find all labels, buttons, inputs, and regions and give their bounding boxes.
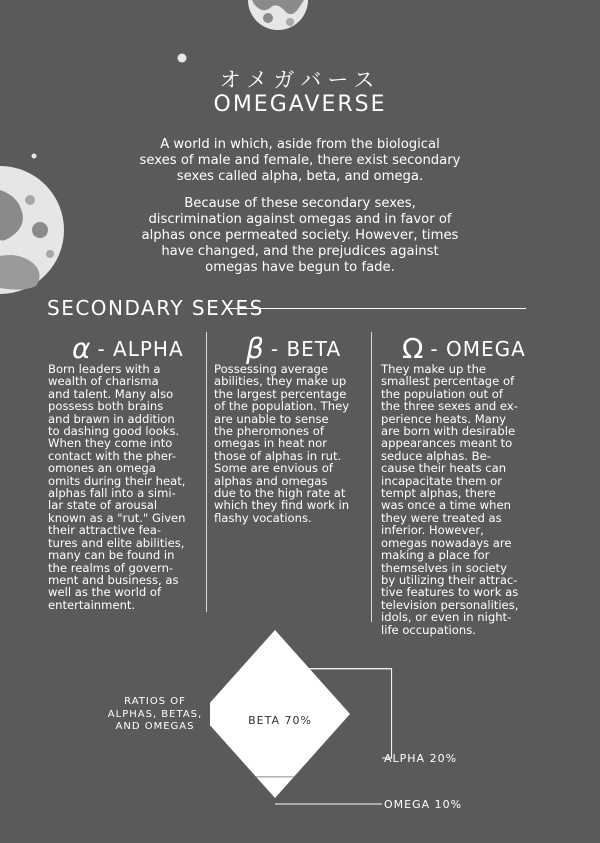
description-line: alphas fall into a simi- <box>48 486 176 501</box>
omega-title: - OMEGA <box>430 337 526 361</box>
description-line: they were treated as <box>381 510 502 525</box>
description-line: possess both brains <box>48 399 164 414</box>
description-line: are born with desirable <box>381 424 516 439</box>
description-line: flashy vocations. <box>214 510 312 525</box>
description-line: smallest percentage of <box>381 374 515 389</box>
description-line: was once a time when <box>381 498 511 513</box>
intro-line: discrimination against omegas and in favor of <box>148 212 452 227</box>
description-line: entertainment. <box>48 597 136 612</box>
description-line: perience heats. Many <box>381 411 507 426</box>
description-line: life occupations. <box>381 622 476 637</box>
description-line: Some are envious of <box>214 461 333 476</box>
beta-ratio-label: BETA 70% <box>248 714 312 727</box>
description-line: which they find work in <box>214 498 350 513</box>
ratio-caption-line: AND OMEGAS <box>115 721 195 732</box>
description-line: the population out of <box>381 386 503 401</box>
description-line: tures and elite abilities, <box>48 535 185 550</box>
beta-description <box>214 363 370 524</box>
description-line: television personalities, <box>381 597 519 612</box>
description-line: alphas and omegas <box>214 473 328 488</box>
description-line: When they come into <box>48 436 173 451</box>
description-line: well as the world of <box>48 585 162 600</box>
description-line: appearances meant to <box>381 436 513 451</box>
beta-symbol: β <box>246 332 265 365</box>
description-line: omits during their heat, <box>48 473 186 488</box>
omega-heading <box>402 332 526 365</box>
description-line: omegas in heat nor <box>214 436 327 451</box>
description-line: of the population. They <box>214 399 350 414</box>
description-line: the pheromones of <box>214 424 324 439</box>
description-line: Born leaders with a <box>48 362 161 376</box>
decorative-planet-left <box>0 160 70 300</box>
description-line: the largest percentage <box>214 386 347 401</box>
description-line: to dashing good looks. <box>48 424 180 439</box>
description-line: known as a "rut." Given <box>48 510 186 525</box>
description-line: omegas nowadays are <box>381 535 512 550</box>
description-line: ment and business, as <box>48 572 179 587</box>
description-line: making a place for <box>381 548 490 563</box>
omega-symbol: Ω <box>402 332 425 365</box>
title-english: OMEGAVERSE <box>213 92 387 117</box>
alpha-symbol: α <box>72 332 92 365</box>
ratio-caption-line: ALPHAS, BETAS, <box>107 708 203 720</box>
intro-line: omegas have begun to fade. <box>205 260 395 275</box>
ratio-caption <box>100 696 210 734</box>
column-divider-1 <box>206 332 207 612</box>
description-line: cause their heats can <box>381 461 507 476</box>
description-line: tempt alphas, there <box>381 486 496 501</box>
intro-line: Because of these secondary sexes, <box>184 196 416 211</box>
section-heading: SECONDARY SEXES <box>47 296 264 320</box>
intro-line: sexes of male and female, there exist secondary <box>139 153 461 168</box>
column-divider-2 <box>371 332 372 622</box>
intro-line: alphas once permeated society. However, times <box>141 228 459 243</box>
description-line: contact with the pher- <box>48 448 177 463</box>
description-line: They make up the <box>381 362 487 376</box>
title-japanese: オメガバース <box>219 68 381 92</box>
omega-ratio-label: OMEGA 10% <box>384 798 463 811</box>
intro-line: sexes called alpha, beta, and omega. <box>176 169 424 184</box>
decorative-dot-small <box>176 52 188 64</box>
ratio-caption-line: RATIOS OF <box>124 696 186 707</box>
description-line: many can be found in <box>48 548 175 563</box>
description-line: idols, or even in night- <box>381 610 512 625</box>
description-line: wealth of charisma <box>48 374 159 389</box>
description-line: by utilizing their attrac- <box>381 572 518 587</box>
description-line: lar state of arousal <box>48 498 158 513</box>
beta-heading <box>246 332 341 365</box>
description-line: incapacitate them or <box>381 473 502 488</box>
section-rule <box>226 308 526 309</box>
description-line: tive features to work as <box>381 585 519 600</box>
decorative-dot-tiny <box>30 152 38 160</box>
description-line: their attractive fea- <box>48 523 162 538</box>
intro-paragraph-1 <box>95 137 505 185</box>
description-line: those of alphas in rut. <box>214 448 342 463</box>
description-line: themselves in society <box>381 560 507 575</box>
description-line: seduce alphas. Be- <box>381 448 491 463</box>
description-line: Possessing average <box>214 362 329 376</box>
description-line: abilities, they make up <box>214 374 347 389</box>
description-line: due to the high rate at <box>214 486 346 501</box>
description-line: are unable to sense <box>214 411 329 426</box>
description-line: the realms of govern- <box>48 560 174 575</box>
intro-line: A world in which, aside from the biological <box>160 137 440 152</box>
description-line: omones an omega <box>48 461 156 476</box>
beta-title: - BETA <box>270 337 342 361</box>
description-line: inferior. However, <box>381 523 484 538</box>
description-line: the three sexes and ex- <box>381 399 518 414</box>
decorative-planet-top <box>240 0 320 36</box>
alpha-title: - ALPHA <box>97 337 184 361</box>
alpha-ratio-label: ALPHA 20% <box>384 752 458 765</box>
omega-description <box>381 363 541 636</box>
alpha-description <box>48 363 206 611</box>
intro-paragraph-2 <box>95 196 505 276</box>
intro-line: have changed, and the prejudices against <box>161 244 439 259</box>
alpha-heading <box>72 332 184 365</box>
description-line: and brawn in addition <box>48 411 175 426</box>
description-line: and talent. Many also <box>48 386 174 401</box>
